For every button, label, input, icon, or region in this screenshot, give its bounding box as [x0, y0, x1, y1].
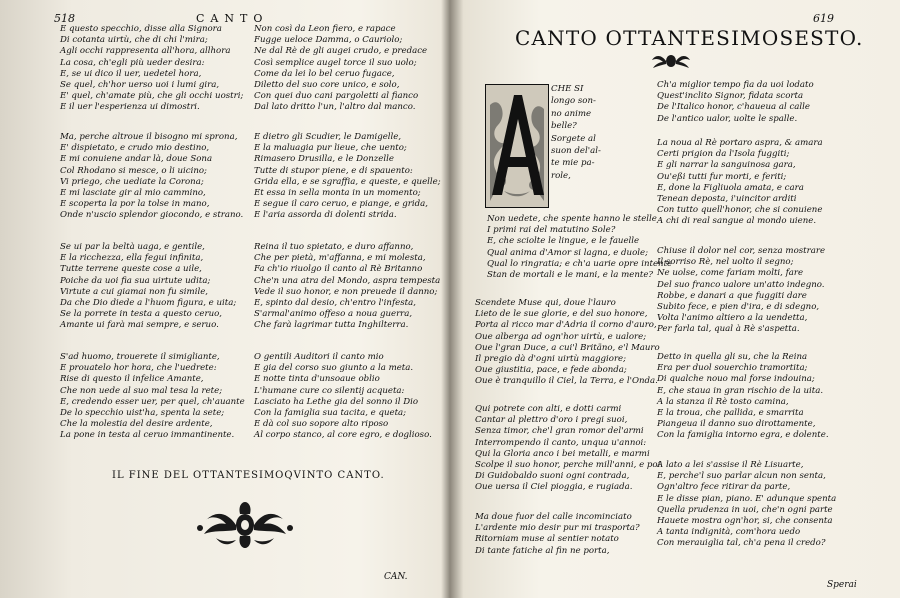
stanza: Non così da Leon fiero, e rapace Fugge ueloce Damma, o Cauriolo; Ne dal Rè de gli augei crudo, e predace Così semplice augel torce il suo uolo; Come da lei lo bel ceruo fugace, Diletto del suo core unico, e solo, Con quei duo cani pargoletti al fianco Dal lato dritto l'un, l'altro dal manco. [254, 24, 428, 113]
historiated-initial-icon [486, 85, 548, 207]
stanza: E questo specchio, disse alla Signora Di cotanta uirtù, che di chi l'mira; Agli occhi rappresenta all'hora, allhora La cosa, ch'egli più ueder desira: E, se ui dico il uer, uedetel hora, Se quel, ch'hor uerso uoi i lumi gira, E' quel, ch'amate più, che gli occhi uostri; E il uer l'esperienza ui dimostri. [60, 24, 244, 113]
right-page [451, 0, 900, 598]
canto-title: CANTO OTTANTESIMOSESTO. [515, 26, 864, 50]
catchword: Sperai [827, 580, 857, 590]
fleuron-icon [651, 52, 691, 70]
stanza: S'ad huomo, trouerete il simigliante, E prouatelo hor hora, che l'uedrete: Rise di questo il infelice Amante, Che non uede al suo mal tesa la rete; E, credendo esser uer, per quel, ch'auante De lo specchio uist'ha, spenta la sete; Che la molestia del desire ardente, La pone in testa al ceruo immantinente. [60, 352, 245, 441]
page-number: 518 [54, 12, 75, 25]
stanza: A lato a lei s'assise il Rè Lisuarte, E, perche'l suo parlar alcun non senta, Ogn'altro fece ritirar da parte, E le disse pian, piano. E' adunque spenta Quella prudenza in uoi, che'n ogni parte Hauete mostra ogn'hor, si, che consenta A tanta indignità, com'hora uedo Con merauiglia tal, ch'a pena il credo? [657, 460, 837, 549]
catchword: CAN. [384, 572, 408, 582]
stanza: Ma, perche altroue il bisogno mi sprona, E' dispietato, e crudo mio destino, E mi conuiene andar là, doue Sona Col Rhodano si mesce, o li uicino; Vi priego, che uediate la Corona; E mi lasciate gir al mio cammino, E scoperta la por la tolse in mano, Onde n'uscio splendor giocondo, e strano. [60, 132, 244, 221]
stanza: O gentili Auditori il canto mio E gia del corso suo giunto a la meta. E notte tinta d'unsoaue oblio L'humane cure co silentij acqueta: Lasciato ha Lethe gia del sonno il Dio Con la famiglia sua tacita, e queta; E dà col suo sopore alto riposo Al corpo stanco, al core egro, e doglioso. [254, 352, 432, 441]
stanza: La noua al Rè portaro aspra, & amara Certi prigion da l'Isola fuggiti; E gli narrar la sanguinosa gara, Ou'eßi tutti fur morti, e feriti; E, done la Figliuola amata, e cara Tenean deposta, i'uincitor arditi Con tutto quell'honor, che si conuiene A chi di real sangue al mondo uiene. [657, 138, 823, 227]
stanza: Ch'a miglior tempo fia da uoi lodato Quest'inclito Signor, fidata scorta De l'Italico honor, c'haueua al calle De l'antico ualor, uolte le spalle. [657, 80, 814, 124]
stanza: Reina il tuo spietato, e duro affanno, Che per pietà, m'affanna, e mi molesta, Fa ch'io riuolgo il canto al Rè Britanno Che'n una atra del Mondo, aspra tempesta Vede il suo honor, e non preuede il danno; E, spinto dal desio, ch'entro l'infesta, S'armal'animo offeso a noua guerra, Che farà lagrimar tutta Inghilterra. [254, 242, 441, 331]
opening-lines: CHE SI longo son- no anime belle? Sorgete al suon del'al- te mie pa- role, [551, 84, 601, 181]
drop-cap [485, 84, 549, 208]
stanza: E dietro gli Scudier, le Damigelle, E la maluagia pur lieue, che uento; Rimasero Drusilla, e le Donzelle Tutte di stupor piene, e di spauento: Grida ella, e se sgraffia, e queste, e quelle; Et essa in sella monta in un momento; E segue il caro ceruo, e piange, e grida, E l'aria assorda di dolenti strida. [254, 132, 441, 221]
stanza: Scendete Muse qui, doue l'lauro Lieto de le sue glorie, e del suo honore, Porta al ricco mar d'Adria il corno d'auro, Oue alberga ad ogn'hor uirtù, e ualore; Oue l'gran Duce, a cui'l Britäno, e'l Mauro Il pregio dà d'ogni uirtù maggiore; Oue giustitia, pace, e fede abonda; Oue è tranquillo il Ciel, la Terra, e l'Onda. [475, 298, 660, 387]
stanza: Qui potrete con alti, e dotti carmi Cantar al plettro d'oro i pregi suoi, Senza timor, che'l gran romor del'armi Interrompendo il canto, unqua u'annoi: Qui la Gloria anco i bei metalli, e marmi Scolpe il suo honor, perche mill'anni, e poi Di Guidobaldo suoni ogni contrada, Oue uersa il Ciel pioggia, e rugiada. [475, 404, 661, 493]
stanza: Chiuse il dolor nel cor, senza mostrare Il sorriso Rè, nel uolto il segno; Ne uolse, come fariam molti, fare Del suo franco ualore un'atto indegno. Robbe, e danari a que fuggiti dare Subito fece, e pien d'ira, e di sdegno, Volta l'animo altiero a la uendetta, Per farla tal, qual à Rè s'aspetta. [657, 246, 826, 335]
stanza: Se ui par la beltà uaga, e gentile, E la ricchezza, ella fegui infinita, Tutte terrene queste cose a uile, Poiche da uoi fia sua uirtute udita; Virtute a cui giamai non fu simile, Da che Dio diede a l'huom figura, e uita; Se la porrete in testa a questo ceruo, Amante ui farà mai sempre, e seruo. [60, 242, 237, 331]
end-of-canto-line: IL FINE DEL OTTANTESIMOQVINTO CANTO. [112, 470, 385, 481]
left-page [0, 0, 449, 598]
stanza: Ma doue fuor del calle incominciato L'ardente mio desir pur mi trasporta? Ritorniam muse al sentier notato Di tante fatiche al fin ne porta, [475, 512, 640, 556]
tailpiece-ornament-icon [196, 500, 294, 550]
stanza: Non uedete, che spente hanno le stelle I primi rai del matutino Sole? E, che sciolte le lingue, e le fauelle Qual anima d'Amor si lagna, e duole; Qual lo ringratia; e ch'a uarie opre intente Stan de mortali e le mani, e la mente? [487, 214, 673, 280]
stanza: Detto in quella gli su, che la Reina Era per duol souerchio tramortita; Di qualche nouo mal forse indouina; E, che staua in gran rischio de la uita. A la stanza il Rè tosto camina, E la troua, che pallida, e smarrita Piangeua il danno suo dirottamente, Con la famiglia intorno egra, e dolente. [657, 352, 829, 441]
running-head: CANTO [196, 12, 269, 25]
page-number: 619 [813, 12, 834, 25]
